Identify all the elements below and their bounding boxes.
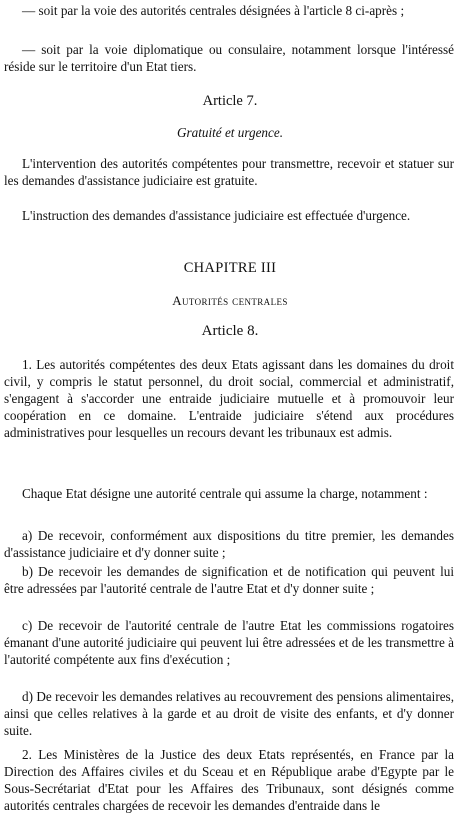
article-8-item-b: b) De recevoir les demandes de signification et de notification qui peuvent lui être adressées par l'autorité centrale de l'autre Etat et d'y donner suite ;: [4, 564, 454, 596]
chapter-title: CHAPITRE III: [183, 260, 277, 276]
chapter-subtitle: Autorités centrales: [172, 293, 288, 308]
paragraph-voie-diplomatique: — soit par la voie diplomatique ou consulaire, notamment lorsque l'intéressé réside sur le territoire d'un Etat tiers.: [4, 42, 454, 74]
paragraph-voie-autorites-centrales: — soit par la voie des autorités centrales désignées à l'article 8 ci-après ;: [22, 3, 405, 18]
article-8-paragraph-1: 1. Les autorités compétentes des deux Etats agissant dans les domaines du droit civil, y compris le statut personnel, du droit social, commercial et administratif, s'engagent à s'accorder une entraide judiciaire mutuelle et à promouvoir leur coopération en ce domaine. L'entraide judiciaire s'étend aux procédures administratives pour lesquelles un recours devant les tribunaux est admis.: [4, 357, 454, 440]
article-8-paragraph-2: 2. Les Ministères de la Justice des deux Etats représentés, en France par la Direction des Affaires civiles et du Sceau et en République arabe d'Egypte par le Sous-Secrétariat d'Etat pour les Affaires des Tribunaux, sont désignés comme autorités centrales chargées de recevoir les demandes d'entraide dans le: [4, 747, 454, 813]
article-7-title: Article 7.: [202, 93, 258, 109]
article-8-item-d: d) De recevoir les demandes relatives au recouvrement des pensions alimentaires, ainsi que celles relatives à la garde et au droit de visite des enfants, et d'y donner suite.: [4, 689, 454, 738]
article-8-item-c: c) De recevoir de l'autorité centrale de l'autre Etat les commissions rogatoires émanant d'une autorité judiciaire qui peuvent lui être adressées et de les transmettre à l'autorité compétente aux fins d'exécution ;: [4, 618, 454, 667]
article-8-title: Article 8.: [201, 323, 259, 339]
article-8-item-a: a) De recevoir, conformément aux dispositions du titre premier, les demandes d'assistance judiciaire et d'y donner suite ;: [4, 528, 454, 560]
article-7-paragraph-1: L'intervention des autorités compétentes pour transmettre, recevoir et statuer sur les demandes d'assistance judiciaire est gratuite.: [4, 156, 454, 188]
article-7-subtitle: Gratuité et urgence.: [176, 125, 284, 140]
article-7-paragraph-2: L'instruction des demandes d'assistance judiciaire est effectuée d'urgence.: [22, 208, 411, 223]
article-8-paragraph-charge: Chaque Etat désigne une autorité centrale qui assume la charge, notamment :: [22, 486, 428, 501]
